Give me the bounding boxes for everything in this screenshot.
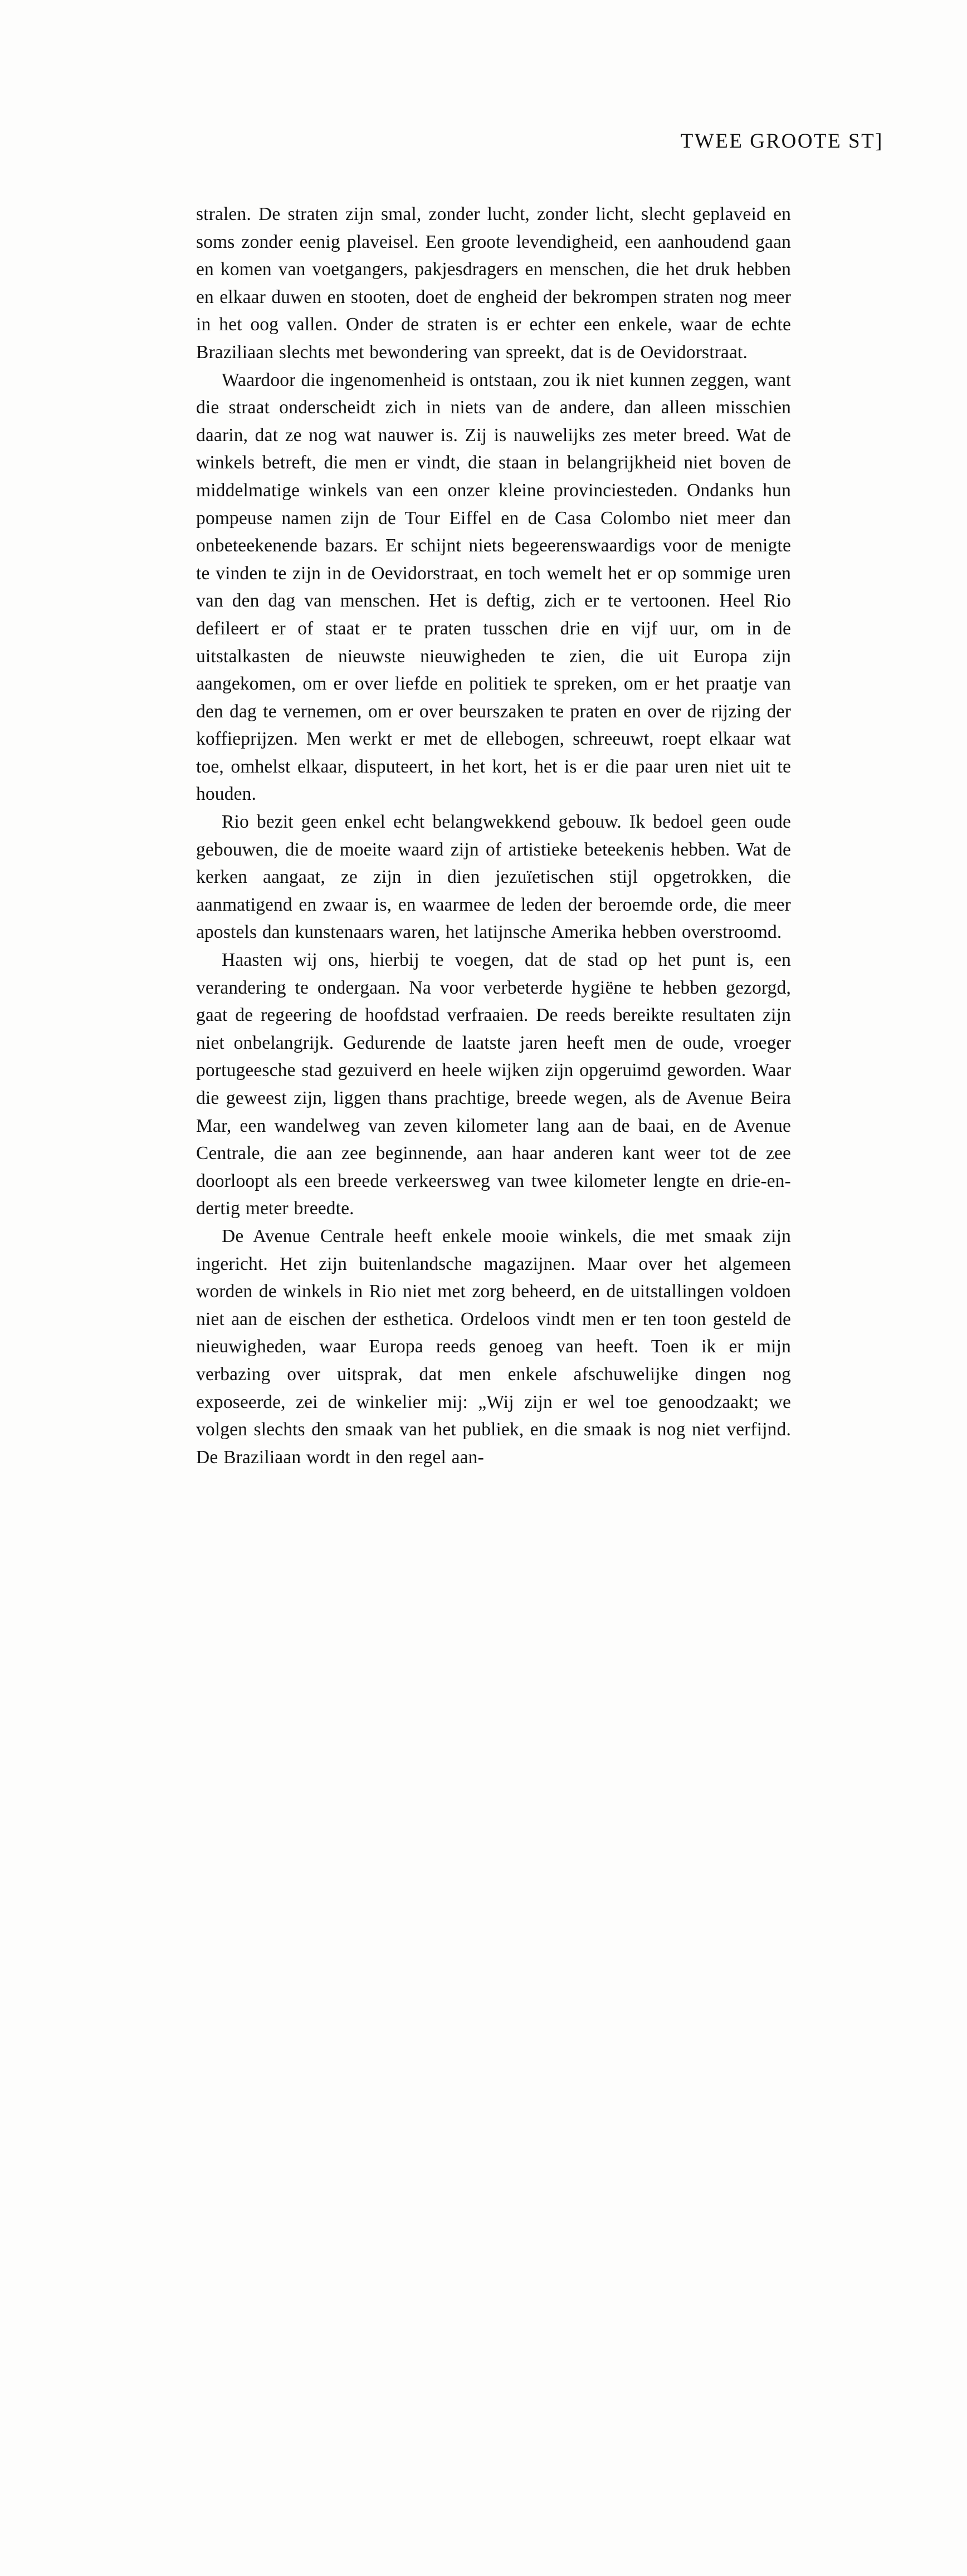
paragraph: Haasten wij ons, hierbij te voegen, dat de stad op het punt is, een verandering te ondergaan. Na voor verbeterde hygiëne te hebben gezorgd, gaat de regeering de hoofdstad verfraaien. De reeds bereikte resultaten zijn niet onbelangrijk. Gedurende de laatste jaren heeft men de oude, vroeger portugeesche stad gezuiverd en heele wijken zijn opgeruimd geworden. Waar die geweest zijn, liggen thans prachtige, breede wegen, als de Avenue Beira Mar, een wandelweg van zeven kilometer lang aan de baai, en de Avenue Centrale, die aan zee beginnende, aan haar anderen kant weer tot de zee doorloopt als een breede verkeersweg van twee kilometer lengte en drie-en-dertig meter breedte.	[196, 950, 791, 1219]
running-head: TWEE GROOTE ST]	[680, 130, 883, 153]
body-text-column	[196, 201, 791, 1471]
paragraph: Waardoor die ingenomenheid is ontstaan, zou ik niet kunnen zeggen, want die straat onderscheidt zich in niets van de andere, dan alleen misschien daarin, dat ze nog wat nauwer is. Zij is nauwelijks zes meter breed. Wat de winkels betreft, die men er vindt, die staan in belangrijkheid niet boven de middelmatige winkels van een onzer kleine provinciesteden. Ondanks hun pompeuse namen zijn de Tour Eiffel en de Casa Colombo niet meer dan onbeteekenende bazars. Er schijnt niets begeerenswaardigs voor de menigte te vinden te zijn in de Oevidorstraat, en toch wemelt het er op sommige uren van den dag van menschen. Het is deftig, zich er te vertoonen. Heel Rio defileert er of staat er te praten tusschen drie en vijf uur, om in de uitstalkasten de nieuwste nieuwigheden te zien, die uit Europa zijn aangekomen, om er over liefde en politiek te spreken, om er het praatje van den dag te vernemen, om er over beurszaken te praten en over de rijzing der koffieprijzen. Men werkt er met de ellebogen, schreeuwt, roept elkaar wat toe, omhelst elkaar, disputeert, in het kort, het is er die paar uren niet uit te houden.	[196, 369, 791, 805]
paragraph: stralen. De straten zijn smal, zonder lucht, zonder licht, slecht geplaveid en soms zonder eenig plaveisel. Een groote levendigheid, een aanhoudend gaan en komen van voetgangers, pakjesdragers en menschen, die het druk hebben en elkaar duwen en stooten, doet de engheid der bekrompen straten nog meer in het oog vallen. Onder de straten is er echter een enkele, waar de echte Braziliaan slechts met bewondering van spreekt, dat is de Oevidorstraat.	[196, 204, 791, 363]
paragraph: De Avenue Centrale heeft enkele mooie winkels, die met smaak zijn ingericht. Het zijn buitenlandsche magazijnen. Maar over het algemeen worden de winkels in Rio niet met zorg beheerd, en de uitstallingen voldoen niet aan de eischen der esthetica. Ordeloos vindt men er ten toon gesteld de nieuwigheden, waar Europa reeds genoeg van heeft. Toen ik er mijn verbazing over uitsprak, dat men enkele afschuwelijke dingen nog exposeerde, zei de winkelier mij: „Wij zijn er wel toe genoodzaakt; we volgen slechts den smaak van het publiek, en die smaak is nog niet verfijnd. De Braziliaan wordt in den regel aan-	[196, 1225, 791, 1468]
paragraph: Rio bezit geen enkel echt belangwekkend gebouw. Ik bedoel geen oude gebouwen, die de moeite waard zijn of artistieke beteekenis hebben. Wat de kerken aangaat, ze zijn in dien jezuïetischen stijl opgetrokken, die aanmatigend en zwaar is, en waarmee de leden der beroemde orde, die meer apostels dan kunstenaars waren, het latijnsche Amerika hebben overstroomd.	[196, 812, 791, 943]
